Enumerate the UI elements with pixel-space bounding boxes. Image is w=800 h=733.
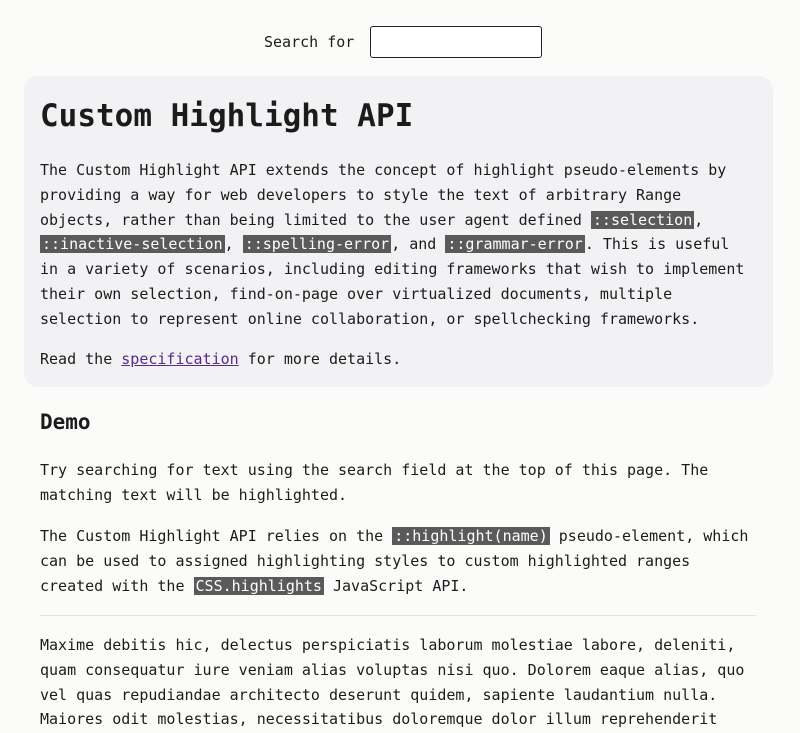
- demo-text-b: pseudo-element, which can be used to assigned highlighting styles to custom highlighted ranges created with the: [40, 527, 749, 595]
- read-suffix: for more details.: [238, 350, 402, 368]
- code-selection: ::selection: [592, 210, 693, 229]
- code-highlight-name: ::highlight(name): [394, 527, 548, 545]
- demo-paragraph-2: [40, 524, 756, 598]
- code-grammar-error: ::grammar-error: [447, 235, 583, 254]
- page-title: Custom Highlight API: [40, 98, 414, 134]
- specification-link[interactable]: specification: [121, 350, 239, 368]
- intro-card: [24, 76, 773, 387]
- demo-text-c: JavaScript API.: [323, 576, 469, 595]
- intro-text-1: The Custom Highlight API extends the concept of highlight pseudo-elements by providing a way for web developers to style the text of arbitrary Range objects, rather than being limited to the user agent defined: [40, 161, 727, 229]
- demo-paragraph-1: Try searching for text using the search field at the top of this page. The matching text will be highlighted.: [40, 461, 709, 504]
- code-spelling-error: ::spelling-error: [244, 235, 390, 254]
- intro-paragraph: [40, 158, 756, 332]
- code-inactive-selection: ::inactive-selection: [42, 235, 223, 254]
- intro-text-2: ,: [694, 210, 704, 229]
- search-label: Search for: [264, 33, 355, 51]
- read-prefix: Read the: [40, 350, 122, 368]
- lorem-paragraph: Maxime debitis hic, delectus perspiciatis laborum molestiae labore, deleniti, quam consequatur iure veniam alias voluptas nisi quo. Dolorem eaque alias, quo vel quas repudiandae architecto deserunt quidem, sapiente laudantium nulla. Maiores odit molestias, necessitatibus doloremque dolor illum reprehenderit: [40, 636, 745, 729]
- demo-heading: Demo: [40, 410, 91, 434]
- code-css-highlights: CSS.highlights: [195, 576, 322, 595]
- search-bar: [264, 25, 542, 59]
- search-input[interactable]: [370, 26, 542, 58]
- read-more-paragraph: [40, 347, 756, 372]
- intro-text-5: . This is useful in a variety of scenarios, including editing frameworks that wish to implement their own selection, find-on-page over virtualized documents, multiple selection to represent online collaboration, or spellchecking frameworks.: [40, 235, 745, 328]
- intro-text-3: ,: [224, 235, 243, 254]
- demo-text-a: The Custom Highlight API relies on the: [40, 527, 393, 545]
- divider: [40, 615, 756, 616]
- intro-text-4: , and: [391, 235, 446, 254]
